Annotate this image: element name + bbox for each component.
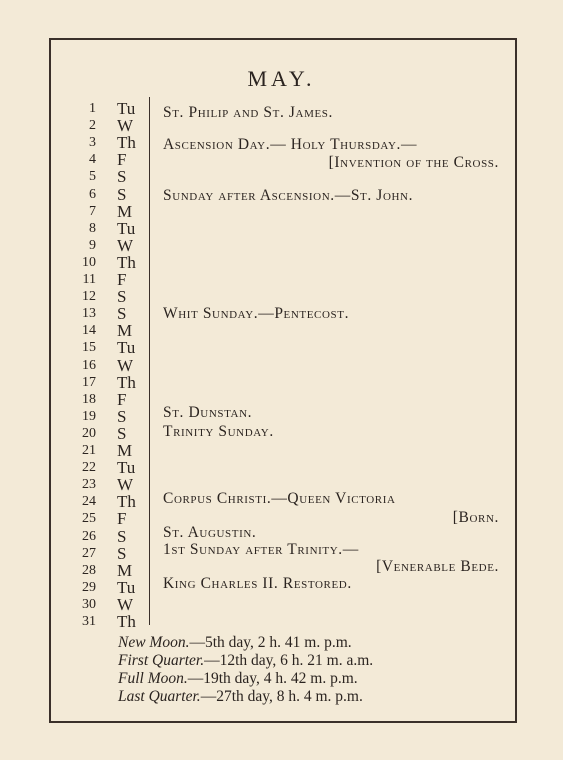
event-line: St. Philip and St. James. — [163, 104, 333, 121]
day-of-week: Th — [117, 492, 136, 512]
event-line: [Invention of the Cross. — [328, 154, 499, 171]
day-of-week: Th — [117, 133, 136, 153]
day-number: 12 — [82, 289, 96, 305]
day-number: 16 — [82, 357, 96, 373]
day-of-week: Th — [117, 612, 136, 631]
day-of-week: M — [117, 441, 133, 460]
day-of-week: Th — [117, 252, 136, 272]
day-number: 21 — [82, 443, 96, 458]
day-number: 28 — [82, 562, 96, 578]
event-line: [Born. — [452, 509, 499, 526]
day-number: 13 — [82, 306, 96, 322]
day-of-week: S — [117, 167, 127, 187]
event-line: Whit Sunday.—Pentecost. — [163, 305, 350, 322]
day-of-week: S — [117, 287, 127, 307]
day-of-week: S — [117, 406, 127, 426]
day-of-week: Th — [117, 372, 136, 392]
column-divider — [149, 97, 150, 625]
day-number: 20 — [82, 425, 96, 441]
day-number: 19 — [82, 408, 96, 424]
event-line: 1st Sunday after Trinity.— — [163, 541, 359, 558]
day-number: 7 — [89, 203, 96, 219]
month-title: MAY. — [247, 66, 316, 91]
day-of-week: W — [117, 355, 134, 375]
day-number: 18 — [82, 391, 96, 407]
day-number: 23 — [82, 477, 96, 493]
moon-phase-new: New Moon.—5th day, 2 h. 41 m. p.m. — [118, 634, 352, 651]
event-line: St. Augustin. — [163, 524, 257, 541]
day-of-week: W — [117, 594, 134, 614]
day-number: 11 — [82, 272, 96, 287]
day-of-week: F — [117, 389, 127, 409]
day-of-week: W — [117, 116, 134, 136]
day-number: 1 — [89, 101, 96, 116]
day-number: 4 — [89, 152, 96, 168]
day-of-week: Tu — [117, 99, 136, 118]
event-line: Sunday after Ascension.—St. John. — [163, 187, 414, 204]
day-number: 2 — [89, 118, 96, 134]
day-of-week: F — [117, 509, 127, 529]
moon-phase-full: Full Moon.—19th day, 4 h. 42 m. p.m. — [118, 670, 358, 687]
day-number: 3 — [89, 135, 96, 151]
day-number: 24 — [82, 494, 96, 510]
event-line: Corpus Christi.—Queen Victoria — [163, 490, 396, 507]
moon-phase-first-quarter: First Quarter.—12th day, 6 h. 21 m. a.m. — [118, 652, 374, 669]
day-number: 15 — [82, 340, 96, 356]
day-of-week: S — [117, 304, 127, 324]
day-number: 6 — [89, 186, 96, 202]
day-number: 5 — [89, 169, 96, 185]
day-of-week: W — [117, 475, 134, 495]
day-of-week: M — [117, 201, 133, 221]
day-number: 9 — [89, 237, 96, 253]
day-number: 8 — [89, 220, 96, 236]
day-of-week: S — [117, 423, 127, 443]
event-line: [Venerable Bede. — [376, 558, 499, 575]
day-number: 25 — [82, 511, 96, 527]
day-of-week: Tu — [117, 218, 136, 238]
day-number: 30 — [82, 596, 96, 612]
day-number: 29 — [82, 579, 96, 595]
day-number: 22 — [82, 460, 96, 476]
day-of-week: F — [117, 150, 127, 170]
day-of-week: S — [117, 184, 127, 204]
event-line: Ascension Day.— Holy Thursday.— — [163, 136, 418, 153]
day-of-week: Tu — [117, 577, 136, 597]
day-of-week: Tu — [117, 338, 136, 358]
day-number: 10 — [82, 254, 96, 270]
moon-phase-last-quarter: Last Quarter.—27th day, 8 h. 4 m. p.m. — [118, 688, 363, 705]
day-of-week: M — [117, 560, 133, 580]
day-number: 27 — [82, 545, 96, 561]
day-of-week: S — [117, 543, 127, 563]
day-of-week: Tu — [117, 458, 136, 478]
event-line: St. Dunstan. — [163, 404, 253, 421]
day-number: 17 — [82, 374, 96, 390]
event-line: Trinity Sunday. — [163, 423, 274, 440]
day-of-week: M — [117, 321, 133, 341]
day-number: 31 — [82, 614, 96, 629]
day-of-week: F — [117, 270, 127, 289]
day-number: 26 — [82, 528, 96, 544]
day-of-week: S — [117, 526, 127, 546]
day-of-week: W — [117, 235, 134, 255]
event-line: King Charles II. Restored. — [163, 575, 352, 592]
day-number: 14 — [82, 323, 96, 339]
